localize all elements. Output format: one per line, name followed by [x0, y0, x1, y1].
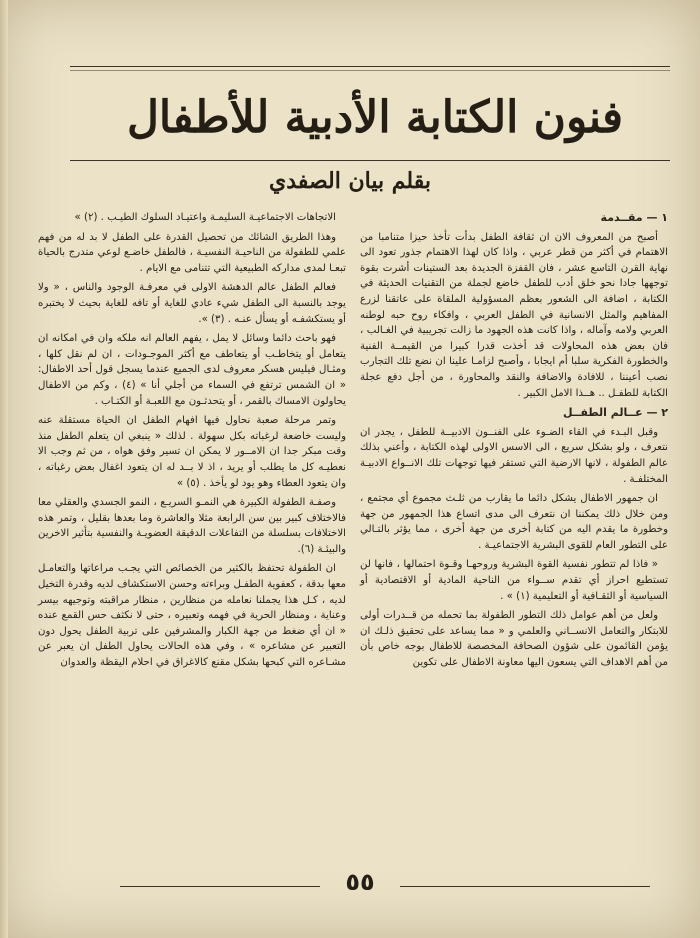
- paragraph: فهو باحث دائما وسائل لا يمل ، يفهم العالم انه ملكه وان في امكانه ان يتعامل أو يتخاطـب أو يتعاطف مع أكثر الموجـودات ، ان لم نقل كلها ، ومثـال فيليس هسكر معروف لدى الجميع عندما يسجل قول أحد الاطفال: « ان الشمس ترتفع في السماء من أجلي أنا » (٤) ، وكم من الاطفال يحاولون الامساك بالقمر ، أو يتحدثـون مع اللعبـة أو الكتـاب .: [38, 333, 346, 407]
- page-footer: [0, 868, 700, 908]
- top-rule: [70, 66, 670, 67]
- page-number: ٥٥: [345, 868, 375, 896]
- paragraph: ان الطفولة تحتفظ بالكثير من الخصائص التي يجـب مراعاتها والتعامـل معها بدقة ، كعفوية الطفـل وبراءته وحسن الاستكشاف لديه وقدرة التخيل لديه ، كـل هذا يجملنا نعامله من منظارين ، منظار مراقبته وتوجيهه بيسر وعناية ، ومنظار الحرية في فهمه وتعبيره ، حتى لا نكثف حس القمع عنده « ان أي ضغط من جهة الكبار والمشرفين على تربية الطفل يحول دون التعبير عن مشاعره » ، وفي هذه الحالات يحاول الطفل ان يعبر عن مشـاعره التي كبحها بشكل مقنع كالاغراق في احلام اليقظة والعدوان: [38, 563, 346, 669]
- page-binding-edge: [0, 0, 8, 938]
- paragraph: وهذا الطريق الشائك من تحصيل القدرة على الطفل لا بد له من فهم علمي للطفولة من الناحيـة النفسيـة ، فالطفل خاضـع لوعي متدرج بالحياة تبعـا لمدى مداركه الطبيعية التي تتنامى مع الايام .: [38, 231, 346, 274]
- top-rule-thin: [70, 70, 670, 71]
- paragraph: وصفـة الطفولة الكبيرة هي النمـو السريـع ، النمو الجسدي والعقلي معا فالاختلاف كبير بين سن الرابعة مثلا والعاشرة وما بعدها بقليل ، وتمر هذه الاختلافات بسلسلة من التفاعلات الدقيقة العضويـة والنفسية بتأثير الاخرين والبيئـة (٦).: [38, 497, 346, 555]
- right-column: [360, 210, 668, 675]
- title-bottom-rule: [70, 160, 670, 161]
- paragraph: وقبل البـدء في القاء الضـوء على الفنــون الادبيــة للطفل ، يجدر ان نتعرف ، ولو بشكل سريع ، الى الاسس الاولى لهذه الكتابة ، وأعني بذلك عالم الطفولة ، لانها الارضية التي تستقر فيها توجهات تلك الانــواع الادبيـة المختلفـة .: [360, 426, 668, 485]
- paragraph: ان جمهور الاطفال يشكل دائما ما يقارب من ثلـث مجموع أي مجتمع ، ومن خلال ذلك يمكننا ان نتعرف الى مدى اتساع هذا الجمهور من جهة وخطورة ما يقدم اليه من كتابة أخرى من جهة أخرى ، مما يؤثر بالتـالي على التطور العام للقوى البشرية الاجتماعيـة .: [360, 493, 668, 551]
- paragraph: ولعل من أهم عوامل ذلك التطور الطفولة بما تحمله من قــدرات أولى للابتكار والتعامل الانســاني والعلمي و « مما يساعد على تحقيق ذلـك ان يؤمن القائمون على شؤون الصحافة المخصصة للاطفال بوجه خاص بأن من أهم الاهداف التي يسعون اليها معاونة الاطفال على تكوين: [360, 610, 668, 669]
- paragraph: « فاذا لم تتطور نفسية القوة البشرية وروحهـا وقـوة احتمالها ، فانها لن تستطيع احراز أي تقدم ســواء من الناحية المادية أو الاقتصادية أو السياسية أو الثقـافية أو التعليمية (١) » .: [360, 559, 668, 602]
- footer-rule-left: [120, 886, 320, 887]
- left-column: [38, 210, 346, 675]
- title-block: [80, 76, 670, 158]
- footer-rule-right: [400, 886, 650, 887]
- section-heading-introduction: ١ — مقــدمة: [600, 211, 668, 224]
- paragraph: فعالم الطفل عالم الدهشة الاولى في معرفـة الوجود والناس ، « ولا يوجد بالنسبة الى الطفل شيء عادي للغاية أو تافه للغاية بحيث لا يختبره أو يستكشفـه أو يسأل عنـه . (٣) ».: [38, 282, 346, 325]
- article-title: فنون الكتابة الأدبية للأطفال: [126, 91, 624, 143]
- section-heading-child-world: ٢ — عــالم الطفــل: [563, 406, 668, 420]
- paragraph: أصبح من المعروف الان ان ثقافة الطفل بدأت تأخذ حيزا متنامبا من الاهتمام في أكثر من قطر عربي ، واذا كان لهذا الاهتمام جذور تعود الى نهاية القرن التاسع عشر ، فان القفزة الجديدة بعد الستينات أشرت بقوة توجهها جادا نحو خلق أدب للطفل خاضع لجملة من التقنيات الحديثة في الكتابة ، اضافة الى الشعور بعظم المسؤولية الملقاة على عاتقنا لزرع المفاهيم والمثل الانسانية في الطفل العربي ، وافكاء روح حبه لوطنه العربي ولامه وآماله ، واذا كانت هذه الجهود ما زالت تجريبية في الغـالب ، فان بعض هذه المحاولات قد أخذت قدرا كبيرا من القيمــة الفنية والخطورة الفكرية سلبا أم ايجابا ، وأصبح لزامـا علينا ان نضع تلك التجارب نصب أعيننا ، للافادة والاضافة والنقد والمحاورة ، من أجل دفع عجلة الكتابة للطفـل .. هــذا الامل الكبير .: [360, 231, 668, 399]
- paragraph: الاتجاهات الاجتماعيـة السليمـة واعتيـاد السلوك الطيـب . (٢) »: [74, 212, 336, 223]
- author-byline: بقلم بيان الصفدي: [269, 168, 431, 194]
- paragraph: وتمر مرحلة صعبة نحاول فيها افهام الطفل ان الحياة مستقلة عنه وليست خاضعة لرغباته بكل سهولة . لذلك « ينبغي ان يتعلم الطفل منذ وقت مبكر جدا ان الامــور لا يمكن ان تسير وفق هواه ، من ثم وجب الا نعطيـه كل ما يطلب أو يريد ، اذ لا بــد له ان يتعود اغفال بعض رغباته ، وان يتعود العطاء وهو يود لو يأخذ . (٥) »: [38, 415, 346, 489]
